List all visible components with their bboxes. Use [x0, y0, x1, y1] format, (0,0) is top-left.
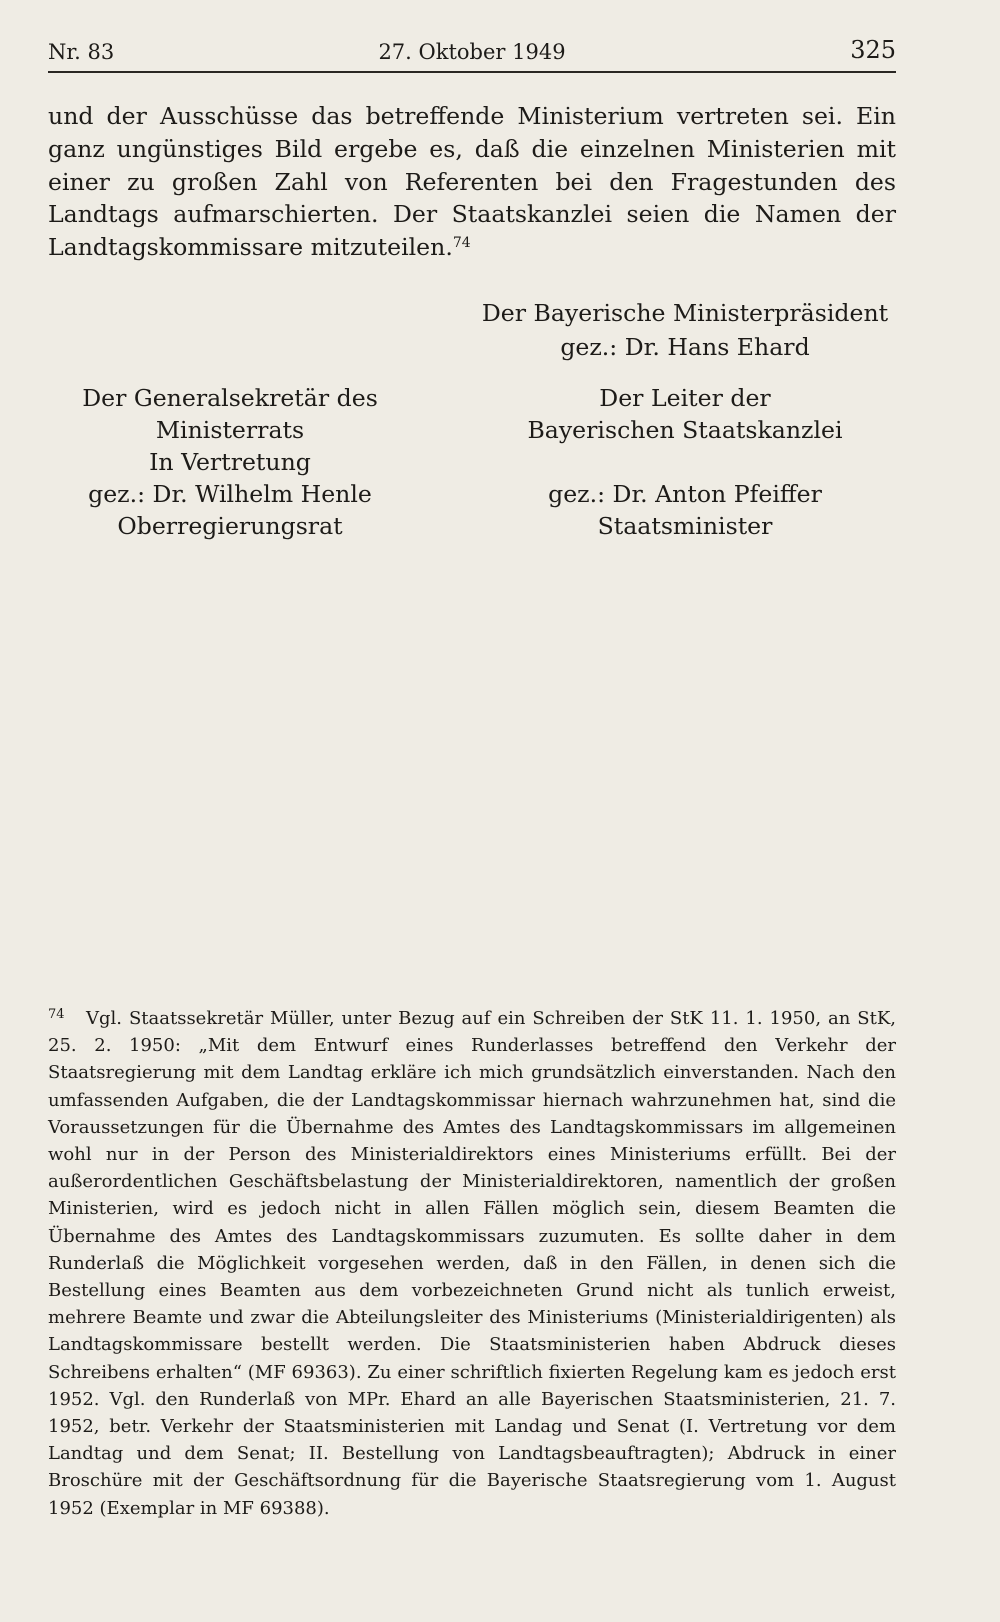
signature-rank: Staatsminister — [597, 512, 773, 540]
footnote-text: Vgl. Staatssekretär Müller, unter Bezug auf ein Schreiben der StK 11. 1. 1950, an StK, 25. 2. 1950: „Mit dem Entwurf eines Runderlasses betreffend den Verkehr der Staatsregierung mit dem Landtag erkläre ich mich grundsätzlich einverstanden. Nach den umfassenden Aufgaben, die der Landtagskommissar hiernach wahrzunehmen hat, sind die Voraussetzungen für die Übernahme des Amtes des Landtagskommissars im allgemeinen wohl nur in der Person des Ministerialdirektors eines Ministeriums erfüllt. Bei der außerordentlichen Geschäftsbelastung der Ministerialdirektoren, namentlich der großen Ministerien, wird es jedoch nicht in allen Fällen möglich sein, diesem Beamten die Übernahme des Amtes des Landtagskommissars zuzumuten. Es sollte daher in dem Runderlaß die Möglichkeit vorgesehen werden, daß in den Fällen, in denen sich die Bestellung eines Beamten aus dem vorbezeichneten Grund nicht als tunlich erweist, mehrere Beamte und zwar die Abteilungsleiter des Ministeriums (Ministerialdirigenten) als Landtagskommissare bestellt werden. Die Staatsministerien haben Abdruck dieses Schreibens erhalten“ (MF 69363). Zu einer schriftlich fixierten Regelung kam es jedoch erst 1952. Vgl. den Runderlaß von MPr. Ehard an alle Bayerischen Staatsministerien, 21. 7. 1952, betr. Verkehr der Staatsministerien mit Landag und Senat (I. Vertretung vor dem Landtag und dem Senat; II. Bestellung von Landtagsbeauftragten); Abdruck in einer Broschüre mit der Geschäftsordnung für die Bayerische Staatsregierung vom 1. August 1952 (Exemplar in MF 69388). — [48, 1008, 896, 1519]
footnote-marker: 74 — [48, 1007, 65, 1022]
signature-title-line2: Ministerrats — [155, 416, 305, 444]
paragraph-text: und der Ausschüsse das betreffende Ministerium vertreten sei. Ein ganz ungünstiges Bild ergebe es, daß die einzelnen Ministerien mit einer zu großen Zahl von Referenten bei den Fragestunden des Landtags aufmarschierten. Der Staatskanzlei seien die Namen der Landtagskommissare mitzuteilen. — [48, 102, 896, 262]
signature-staatskanzlei — [480, 382, 890, 542]
document-number: Nr. 83 — [48, 40, 115, 64]
signature-rank: Oberregierungsrat — [117, 512, 343, 540]
header-rule — [48, 71, 896, 73]
signature-spacer — [480, 446, 890, 478]
footnote-reference: 74 — [452, 235, 471, 252]
body-paragraph — [48, 100, 896, 264]
page-header — [48, 36, 896, 72]
signature-signed: gez.: Dr. Hans Ehard — [560, 333, 810, 361]
signature-title-line2: Bayerischen Staatskanzlei — [527, 416, 843, 444]
footnote-74 — [48, 1005, 896, 1522]
signature-generalsekretaer — [60, 382, 400, 542]
document-date: 27. Oktober 1949 — [378, 40, 566, 64]
page-number: 325 — [850, 36, 896, 64]
signature-title-line3: In Vertretung — [149, 448, 311, 476]
signature-ministerpraesident — [480, 296, 890, 364]
signature-signed: gez.: Dr. Anton Pfeiffer — [548, 480, 822, 508]
signature-title: Der Bayerische Ministerpräsident — [481, 299, 889, 327]
signature-title-line1: Der Generalsekretär des — [82, 384, 378, 412]
signature-signed: gez.: Dr. Wilhelm Henle — [88, 480, 372, 508]
signature-title-line1: Der Leiter der — [599, 384, 771, 412]
